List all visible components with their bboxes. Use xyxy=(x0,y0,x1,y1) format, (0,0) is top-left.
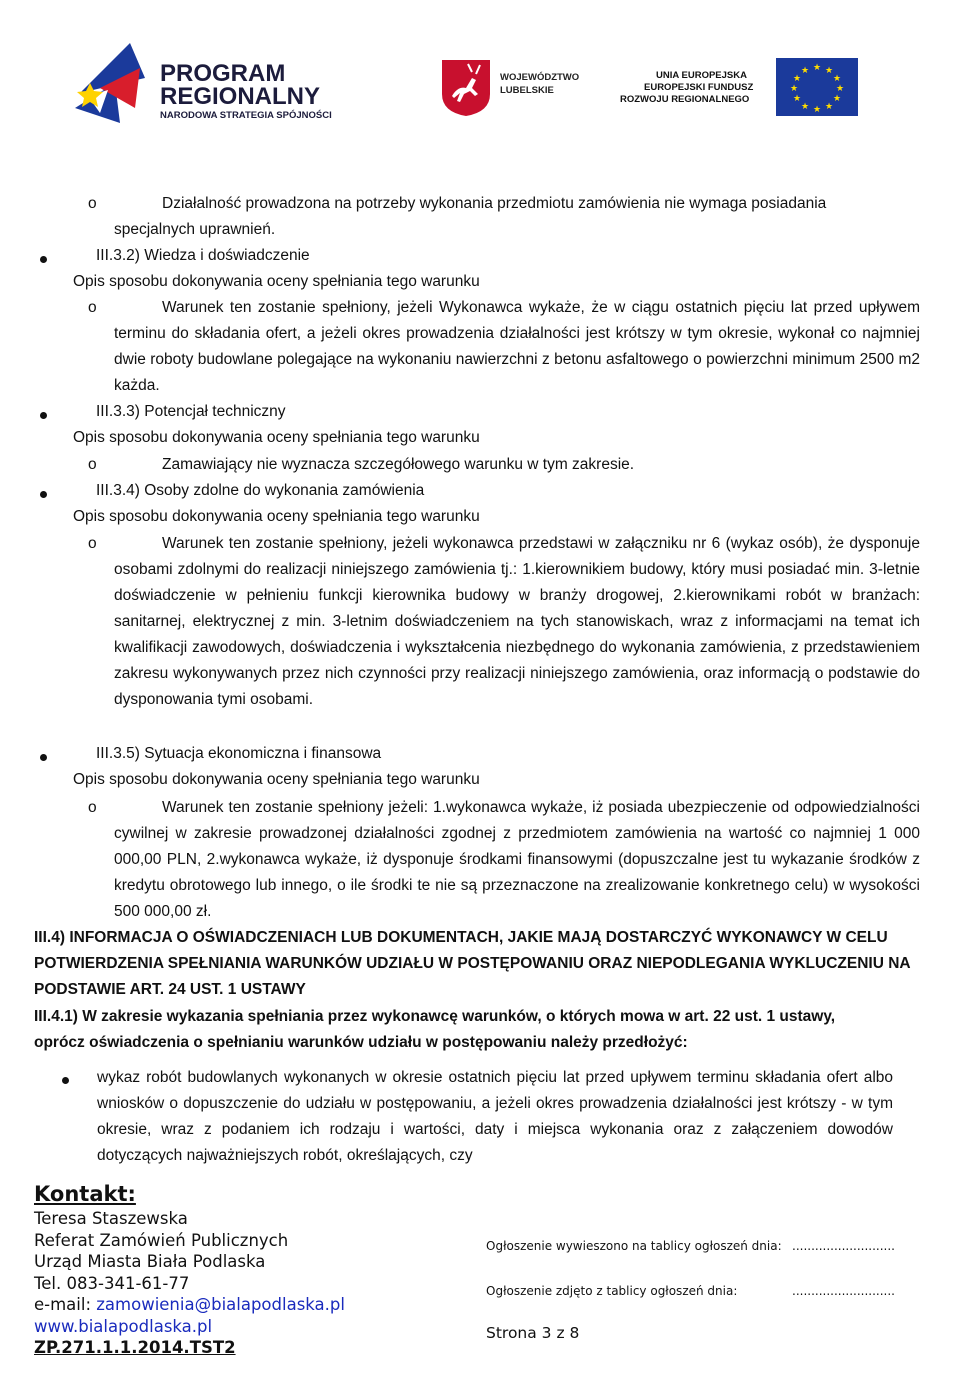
svg-text:★: ★ xyxy=(835,84,845,94)
program-line2: REGIONALNY xyxy=(160,83,321,110)
contact-block xyxy=(34,1180,474,1359)
posted-label: Ogłoszenie wywieszono na tablicy ogłoszeń dnia: xyxy=(486,1239,782,1253)
svg-text:★: ★ xyxy=(832,74,842,84)
s3-heading: III.3.3) Potencjał techniczny xyxy=(96,403,286,420)
svg-text:★: ★ xyxy=(800,66,810,76)
iii41-heading: III.4.1) W zakresie wykazania spełniania przez wykonawcę warunków, o których mowa w art. 22 ust. 1 ustawy, oprócz oświadczenia o spełnianiu warunków udziału w postępowaniu należy przedłożyć: xyxy=(34,1008,836,1051)
s4-heading: III.3.4) Osoby zdolne do wykonania zamówienia xyxy=(96,482,425,499)
logo-program-regionalny xyxy=(70,38,390,128)
voivodeship-line1: WOJEWÓDZTWO xyxy=(500,72,580,83)
bullet-dot xyxy=(62,1077,69,1084)
svg-text:★: ★ xyxy=(800,102,810,112)
svg-text:★: ★ xyxy=(812,63,822,73)
contact-heading: Kontakt: xyxy=(34,1182,136,1206)
page-number: Strona 3 z 8 xyxy=(486,1324,580,1342)
o-bullet: o xyxy=(88,456,97,473)
iii4-heading: III.4) INFORMACJA O OŚWIADCZENIACH LUB DOKUMENTACH, JAKIE MAJĄ DOSTARCZYĆ WYKONAWCY W CELU POTWIERDZENIA SPEŁNIANIA WARUNKÓW UDZIAŁU W POSTĘPOWANIU ORAZ NIEPODLEGANIA WYKLUCZENIU NA PODSTAWIE ART. 24 UST. 1 USTAWY xyxy=(34,929,911,998)
s2-heading: III.3.2) Wiedza i doświadczenie xyxy=(96,247,310,264)
eu-line3: ROZWOJU REGIONALNEGO xyxy=(620,94,750,105)
svg-text:★: ★ xyxy=(792,94,802,104)
voivodeship-line2: LUBELSKIE xyxy=(500,85,554,96)
o-bullet: o xyxy=(88,299,97,316)
s4-opis: Opis sposobu dokonywania oceny spełniania tego warunku xyxy=(73,508,480,525)
lublin-deer-shield-icon xyxy=(440,58,492,118)
contact-phone: Tel. 083-341-61-77 xyxy=(34,1273,190,1293)
removed-label: Ogłoszenie zdjęto z tablicy ogłoszeń dnia: xyxy=(486,1284,738,1298)
website-link[interactable]: www.bialapodlaska.pl xyxy=(34,1316,213,1336)
contact-dept: Referat Zamówień Publicznych xyxy=(34,1230,289,1250)
final-item: wykaz robót budowlanych wykonanych w okresie ostatnich pięciu lat przed upływem terminu składania ofert albo wniosków o dopuszczenie do udziału w postępowaniu, a jeżeli okres prowadzenia działalności jest krótszy - w tym okresie, wraz z podaniem ich rodzaju i wartości, daty i miejsca wykonania oraz z załączeniem dowodów dotyczących najważniejszych robót, określających, czy xyxy=(97,1069,893,1164)
bullet-dot xyxy=(40,754,47,761)
s5-opis: Opis sposobu dokonywania oceny spełniania tego warunku xyxy=(73,771,480,788)
s5-item: Warunek ten zostanie spełniony jeżeli: 1.wykonawca wykaże, iż posiada ubezpieczenie od odpowiedzialności cywilnej w zakresie prowadzonej działalności zgodnej z przedmiotem zamówienia na wartość co najmniej 1 000 000,00 PLN, 2.wykonawca wykaże, iż dysponuje środkami finansowymi (dopuszczalne jest tu wykazanie środków z kredytu obrotowego lub innego, o ile środki te nie są przeznaczone na zrealizowanie konkretnego celu) w wysokości 500 000,00 zł. xyxy=(114,799,920,920)
s3-item: Zamawiający nie wyznacza szczegółowego warunku w tym zakresie. xyxy=(162,456,635,473)
o-bullet: o xyxy=(88,799,97,816)
svg-text:★: ★ xyxy=(824,102,834,112)
posted-dots: ........................... xyxy=(792,1239,895,1253)
s2-opis: Opis sposobu dokonywania oceny spełniania tego warunku xyxy=(73,273,480,290)
eu-line2: EUROPEJSKI FUNDUSZ xyxy=(644,82,754,93)
eu-line1: UNIA EUROPEJSKA xyxy=(656,70,747,81)
removed-dots: ........................... xyxy=(792,1284,895,1298)
contact-name: Teresa Staszewska xyxy=(34,1209,188,1228)
eu-flag-icon xyxy=(776,58,858,116)
svg-text:★: ★ xyxy=(824,66,834,76)
contact-email-line xyxy=(34,1294,474,1316)
p1-line2: specjalnych uprawnień. xyxy=(114,221,276,238)
s5-heading: III.3.5) Sytuacja ekonomiczna i finansowa xyxy=(96,745,382,762)
o-bullet: o xyxy=(88,195,97,212)
logo-wojewodztwo-lubelskie xyxy=(440,58,600,118)
email-label: e-mail: xyxy=(34,1295,97,1314)
s4-item: Warunek ten zostanie spełniony, jeżeli wykonawca przedstawi w załączniku nr 6 (wykaz osób), że dysponuje osobami zdolnymi do realizacji niniejszego zamówienia tj.: 1.kierownikiem budowy, który musi posiadać min. 3-letnie doświadczenie w pełnieniu funkcji kierownika budowy w branży drogowej, 2.kierownikami robót w branżach: sanitarnej, elektrycznej z min. 3-letnim doświadczeniem na tych stanowiskach, wraz z informacjami na temat ich kwalifikacji zawodowych, doświadczenia i wykształcenia niezbędnego do wykonania zamówienia, z przedstawieniem zakresu wykonywanych przez nich czynności przy realizacji niniejszego zamówienia, oraz informacją o podstawie do dysponowania tymi osobami. xyxy=(114,535,920,708)
program-line1: PROGRAM xyxy=(160,60,286,87)
bullet-dot xyxy=(40,412,47,419)
svg-text:★: ★ xyxy=(832,94,842,104)
bullet-dot xyxy=(40,256,47,263)
o-bullet: o xyxy=(88,535,97,552)
program-regionalny-emblem-icon xyxy=(70,38,160,128)
reference-number: ZP.271.1.1.2014.TST2 xyxy=(34,1338,236,1357)
bullet-dot xyxy=(40,491,47,498)
s3-opis: Opis sposobu dokonywania oceny spełniania tego warunku xyxy=(73,429,480,446)
s2-item: Warunek ten zostanie spełniony, jeżeli Wykonawca wykaże, że w ciągu ostatnich pięciu lat przed upływem terminu do składania ofert, a jeżeli okres prowadzenia działalności jest krótszy w tym okresie, wykonał co najmniej dwie roboty budowlane polegające na wykonaniu nawierzchni z betonu asfaltowego o powierzchni minimum 2500 m2 każda. xyxy=(114,299,920,394)
svg-text:★: ★ xyxy=(792,74,802,84)
svg-text:★: ★ xyxy=(812,105,822,115)
logo-unia-europejska xyxy=(618,58,860,118)
contact-office: Urząd Miasta Biała Podlaska xyxy=(34,1252,266,1271)
svg-text:★: ★ xyxy=(789,84,799,94)
program-line3: NARODOWA STRATEGIA SPÓJNOŚCI xyxy=(160,110,332,121)
email-link[interactable]: zamowienia@bialapodlaska.pl xyxy=(96,1295,345,1314)
p1-line1: Działalność prowadzona na potrzeby wykonania przedmiotu zamówienia nie wymaga posiadania xyxy=(162,195,827,212)
